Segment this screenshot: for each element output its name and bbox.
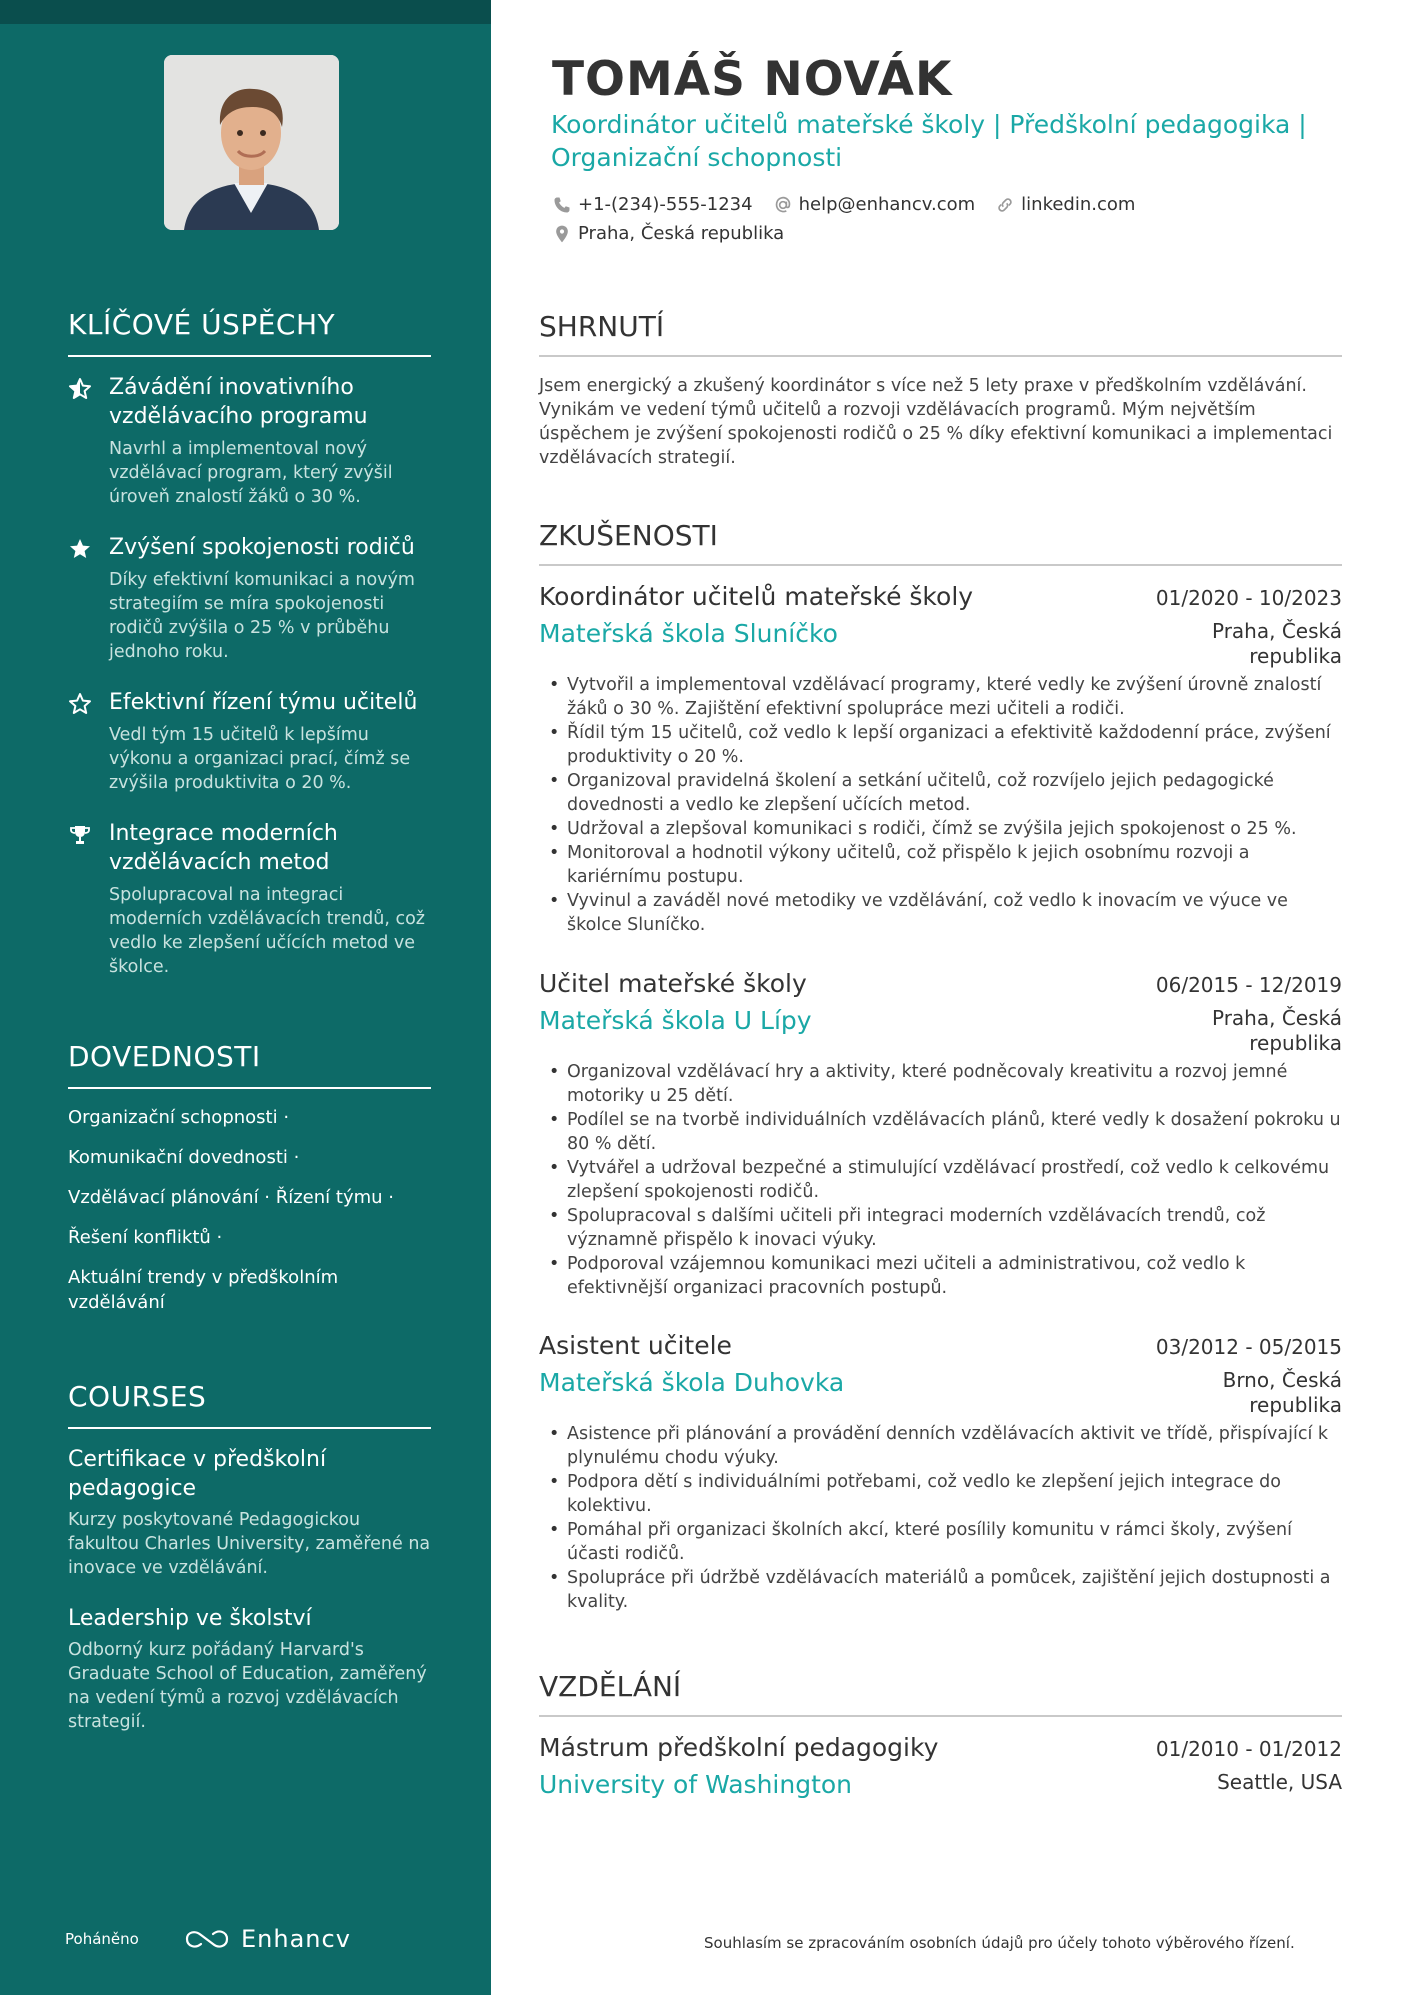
contact-phone[interactable] bbox=[552, 194, 753, 215]
job-company: Mateřská škola Sluníčko bbox=[539, 619, 838, 648]
job-dates: 03/2012 - 05/2015 bbox=[1155, 1335, 1342, 1359]
job-bullet: • Spolupráce při údržbě vzdělávacích materiálů a pomůcek, zajištění jejich dostupnosti a kvality. bbox=[539, 1566, 1342, 1614]
education-entry bbox=[539, 1733, 1342, 1799]
skills-title: DOVEDNOSTI bbox=[68, 1040, 431, 1089]
achievement-item bbox=[68, 533, 431, 664]
course-title: Leadership ve školství bbox=[68, 1606, 312, 1631]
trophy-icon bbox=[68, 823, 92, 847]
job-entry bbox=[539, 969, 1342, 1300]
education-school: University of Washington bbox=[539, 1770, 853, 1799]
courses-title: COURSES bbox=[68, 1380, 431, 1429]
skills-section bbox=[68, 1040, 431, 1330]
achievement-item bbox=[68, 373, 431, 509]
enhancv-logo[interactable] bbox=[183, 1925, 351, 1953]
course-title: Certifikace v předškolní pedagogice bbox=[68, 1447, 327, 1501]
education-degree: Mástrum předškolní pedagogiky bbox=[539, 1733, 939, 1762]
consent-note: Souhlasím se zpracováním osobních údajů pro účely tohoto výběrového řízení. bbox=[704, 1934, 1295, 1952]
job-bullet: • Podporoval vzájemnou komunikaci mezi učiteli a administrativou, což vedlo k efektivnější organizaci pracovních postupů. bbox=[539, 1252, 1342, 1300]
linkedin-text: linkedin.com bbox=[1021, 194, 1136, 215]
job-bullets bbox=[539, 1422, 1342, 1614]
job-bullet: • Monitoroval a hodnotil výkony učitelů, což přispělo k jejich osobnímu rozvoji a kariérnímu postupu. bbox=[539, 841, 1342, 889]
achievements-section bbox=[68, 308, 431, 1003]
job-title: Asistent učitele bbox=[539, 1331, 732, 1360]
star-half-icon bbox=[68, 377, 92, 401]
achievement-desc: Díky efektivní komunikaci a novým strategiím se míra spokojenosti rodičů zvýšila o 25 % v průběhu jednoho roku. bbox=[109, 570, 415, 662]
email-text: help@enhancv.com bbox=[798, 194, 976, 215]
job-bullet: • Pomáhal při organizaci školních akcí, které posílily komunitu v rámci školy, zvýšení účasti rodičů. bbox=[539, 1518, 1342, 1566]
job-bullet: • Udržoval a zlepšoval komunikaci s rodiči, čímž se zvýšila jejich spokojenost o 25 %. bbox=[539, 817, 1342, 841]
summary-text: Jsem energický a zkušený koordinátor s více než 5 lety praxe v předškolním vzdělávání. Vynikám ve vedení týmů učitelů a rozvoji vzdělávacích programů. Mým největším úspěchem je zvýšení spokojenosti rodičů o 25 % díky efektivní komunikaci a implementaci vzdělávacích strategií. bbox=[539, 376, 1333, 468]
education-title: VZDĚLÁNÍ bbox=[539, 1670, 1342, 1717]
candidate-name: TOMÁŠ NOVÁK bbox=[552, 52, 953, 107]
job-bullet: • Vyvinul a zaváděl nové metodiky ve vzdělávání, což vedlo k inovacím ve výuce ve školce Sluníčko. bbox=[539, 889, 1342, 937]
job-location: Praha, Česká republika bbox=[1211, 1006, 1342, 1055]
profile-photo bbox=[164, 55, 339, 230]
job-title: Koordinátor učitelů mateřské školy bbox=[539, 582, 974, 611]
education-dates: 01/2010 - 01/2012 bbox=[1155, 1737, 1342, 1761]
contact-info bbox=[552, 194, 1342, 252]
achievement-desc: Navrhl a implementoval nový vzdělávací program, který zvýšil úroveň znalostí žáků o 30 %. bbox=[109, 439, 393, 507]
job-bullet: • Vytvářel a udržoval bezpečné a stimulující vzdělávací prostředí, což vedlo k celkovému zlepšení spokojenosti rodičů. bbox=[539, 1156, 1342, 1204]
job-title: Učitel mateřské školy bbox=[539, 969, 807, 998]
job-bullet: • Asistence při plánování a provádění denních vzdělávacích aktivit ve třídě, přispívající k plynulému chodu výuky. bbox=[539, 1422, 1342, 1470]
achievement-item bbox=[68, 688, 431, 795]
job-bullet: • Podpora dětí s individuálními potřebami, což vedlo ke zlepšení jejich integrace do kolektivu. bbox=[539, 1470, 1342, 1518]
contact-email[interactable] bbox=[773, 194, 976, 215]
achievement-desc: Spolupracoval na integraci moderních vzdělávacích trendů, což vedlo ke zlepšení učících metod ve školce. bbox=[109, 885, 425, 977]
location-text: Praha, Česká republika bbox=[578, 223, 785, 244]
job-bullets bbox=[539, 673, 1342, 937]
job-company: Mateřská škola Duhovka bbox=[539, 1368, 845, 1397]
link-icon bbox=[995, 195, 1015, 215]
skill-item: Vzdělávací plánování · Řízení týmu · bbox=[68, 1187, 394, 1208]
courses-section bbox=[68, 1380, 431, 1758]
job-bullet: • Podílel se na tvorbě individuálních vzdělávacích plánů, které vedly k dosažení pokroku u 80 % dětí. bbox=[539, 1108, 1342, 1156]
job-entry bbox=[539, 1331, 1342, 1614]
course-desc: Kurzy poskytované Pedagogickou fakultou Charles University, zaměřené na inovace ve vzdělávání. bbox=[68, 1510, 431, 1578]
achievement-desc: Vedl tým 15 učitelů k lepšímu výkonu a organizaci prací, čímž se zvýšila produktivita o 20 %. bbox=[109, 725, 411, 793]
at-sign-icon bbox=[773, 195, 793, 215]
person-portrait-icon bbox=[164, 55, 339, 230]
skill-item: Řešení konfliktů · bbox=[68, 1227, 223, 1248]
achievement-title: Zvýšení spokojenosti rodičů bbox=[109, 535, 415, 560]
experience-title: ZKUŠENOSTI bbox=[539, 519, 1342, 566]
achievements-title: KLÍČOVÉ ÚSPĚCHY bbox=[68, 308, 431, 357]
contact-location bbox=[552, 223, 784, 244]
job-company: Mateřská škola U Lípy bbox=[539, 1006, 812, 1035]
achievement-title: Efektivní řízení týmu učitelů bbox=[109, 690, 418, 715]
brand-name: Enhancv bbox=[241, 1925, 351, 1953]
achievement-title: Závádění inovativního vzdělávacího programu bbox=[109, 375, 368, 429]
job-bullet: • Organizoval pravidelná školení a setkání učitelů, což rozvíjelo jejich pedagogické dovednosti a vedlo ke zlepšení učících metod. bbox=[539, 769, 1342, 817]
candidate-headline: Koordinátor učitelů mateřské školy | Předškolní pedagogika | Organizační schopnosti bbox=[551, 110, 1307, 172]
achievement-item bbox=[68, 819, 431, 979]
job-location: Praha, Česká republika bbox=[1211, 619, 1342, 668]
location-pin-icon bbox=[552, 224, 572, 244]
education-location: Seattle, USA bbox=[1217, 1770, 1342, 1794]
star-filled-icon bbox=[68, 537, 92, 561]
skill-item: Organizační schopnosti · bbox=[68, 1107, 290, 1128]
phone-text: +1-(234)-555-1234 bbox=[578, 194, 753, 215]
job-location: Brno, Česká republika bbox=[1222, 1368, 1342, 1417]
infinity-logo-icon bbox=[183, 1926, 231, 1952]
job-dates: 01/2020 - 10/2023 bbox=[1155, 586, 1342, 610]
job-bullet: • Řídil tým 15 učitelů, což vedlo k lepší organizaci a efektivitě každodenní práce, zvýšení produktivity o 20 %. bbox=[539, 721, 1342, 769]
sidebar bbox=[0, 0, 491, 1995]
skill-item: Komunikační dovednosti · bbox=[68, 1147, 300, 1168]
star-outline-icon bbox=[68, 692, 92, 716]
job-bullets bbox=[539, 1060, 1342, 1300]
job-bullet: • Spolupracoval s dalšími učiteli při integraci moderních vzdělávacích trendů, což významně přispělo k inovaci výuky. bbox=[539, 1204, 1342, 1252]
job-entry bbox=[539, 582, 1342, 937]
job-dates: 06/2015 - 12/2019 bbox=[1155, 973, 1342, 997]
skill-item: Aktuální trendy v předškolním vzdělávání bbox=[68, 1267, 339, 1313]
course-desc: Odborný kurz pořádaný Harvard's Graduate School of Education, zaměřený na vedení týmů a rozvoj vzdělávacích strategií. bbox=[68, 1640, 427, 1732]
phone-icon bbox=[552, 195, 572, 215]
contact-linkedin[interactable] bbox=[995, 194, 1135, 215]
summary-title: SHRNUTÍ bbox=[539, 310, 1342, 357]
sidebar-top-bar bbox=[0, 0, 491, 24]
achievement-title: Integrace moderních vzdělávacích metod bbox=[109, 821, 338, 875]
job-bullet: • Organizoval vzdělávací hry a aktivity, které podněcovaly kreativitu a rozvoj jemné motoriky u 25 dětí. bbox=[539, 1060, 1342, 1108]
powered-by-label: Poháněno bbox=[65, 1930, 139, 1948]
job-bullet: • Vytvořil a implementoval vzdělávací programy, které vedly ke zvýšení úrovně znalostí žáků o 30 %. Zajištění efektivní spolupráce mezi učiteli a rodiči. bbox=[539, 673, 1342, 721]
